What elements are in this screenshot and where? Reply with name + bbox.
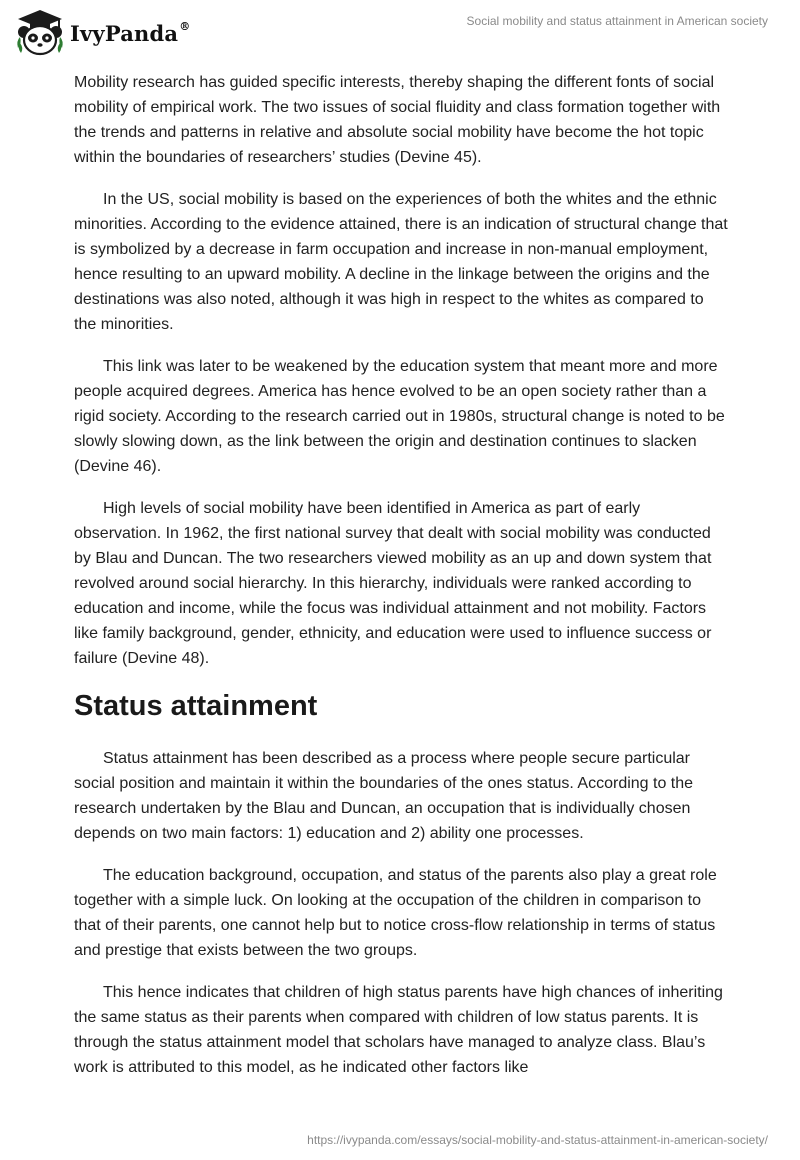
panda-graduate-icon	[14, 8, 66, 56]
paragraph: The education background, occupation, and status of the parents also play a great role together with a simple luck. On looking at the occupation of the children in comparison to that of their parents, one cannot help but to notice cross-flow relationship in terms of status and prestige that exists between the two groups.	[74, 867, 717, 959]
paragraph: Mobility research has guided specific interests, thereby shaping the different fonts of social mobility of empirical work. The two issues of social fluidity and class formation together with the trends and patterns in relative and absolute social mobility have become the hot topic within the boundaries of researchers’ studies (Devine 45).	[74, 74, 721, 166]
paragraph: Status attainment has been described as a process where people secure particular social position and maintain it within the boundaries of the ones status. According to the research undertaken by the Blau and Duncan, an occupation that is individually chosen depends on two main factors: 1) education and 2) ability one processes.	[74, 750, 694, 842]
registered-mark: ®	[179, 19, 191, 33]
paragraph: High levels of social mobility have been identified in America as part of early observation. In 1962, the first national survey that dealt with social mobility was conducted by Blau and Duncan. The two researchers viewed mobility as an up and down system that revolved around social hierarchy. In this hierarchy, individuals were ranked according to education and income, while the focus was individual attainment and not mobility. Factors like family background, gender, ethnicity, and education were used to influence success or failure (Devine 48).	[74, 500, 712, 667]
source-url[interactable]: https://ivypanda.com/essays/social-mobility-and-status-attainment-in-american-society/	[307, 1133, 768, 1147]
paragraph: This link was later to be weakened by the education system that meant more and more people acquired degrees. America has hence evolved to be an open society rather than a rigid society. According to the research carried out in 1980s, structural change is noted to be slowly slowing down, as the link between the origin and destination continues to slacken (Devine 46).	[74, 358, 725, 475]
paragraph: In the US, social mobility is based on the experiences of both the whites and the ethnic minorities. According to the evidence attained, there is an indication of structural change that is symbolized by a decrease in farm occupation and increase in non-manual employment, hence resulting to an upward mobility. A decline in the linkage between the origins and the destinations was also noted, although it was high in respect to the whites as compared to the minorities.	[74, 191, 728, 333]
document-title: Social mobility and status attainment in American society	[466, 14, 768, 28]
brand-name-text: IvyPanda	[70, 20, 179, 46]
essay-body	[74, 70, 730, 1097]
page-header	[0, 0, 800, 70]
ivypanda-logo[interactable]	[14, 8, 190, 56]
brand-name	[70, 21, 190, 46]
paragraph: This hence indicates that children of high status parents have high chances of inheriting the same status as their parents when compared with children of low status parents. It is through the status attainment model that scholars have managed to analyze class. Blau’s work is attributed to this model, as he indicated other factors like	[74, 984, 723, 1076]
section-heading: Status attainment	[74, 690, 318, 722]
